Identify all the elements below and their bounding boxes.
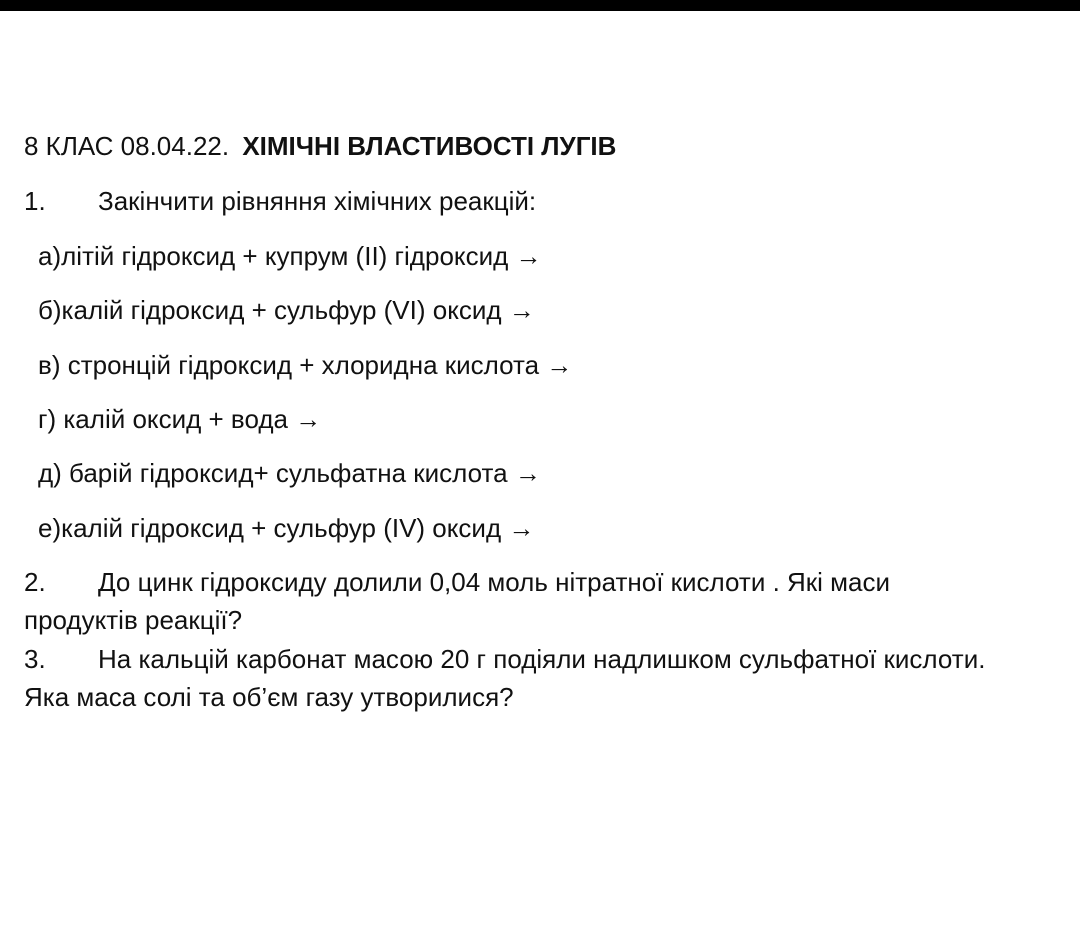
- task-2-line-2: продуктів реакції?: [24, 605, 243, 635]
- reaction-v: в) стронцій гідроксид + хлоридна кислота →: [38, 350, 573, 380]
- task-3-number: 3.: [24, 644, 46, 674]
- class-date: 8 КЛАС 08.04.22.: [24, 131, 230, 161]
- task-1-number: 1.: [24, 186, 46, 216]
- reaction-g: г) калій оксид + вода →: [38, 404, 322, 434]
- task-3: [24, 644, 985, 674]
- task-2: [24, 567, 890, 597]
- task-2-number: 2.: [24, 567, 46, 597]
- reaction-a: а)літій гідроксид + купрум (ІІ) гідроксид →: [38, 241, 542, 271]
- document-title: ХІМІЧНІ ВЛАСТИВОСТІ ЛУГІВ: [242, 131, 617, 161]
- reaction-e: е)калій гідроксид + сульфур (IV) оксид →: [38, 513, 535, 543]
- document-header: [24, 131, 616, 161]
- reaction-d: д) барій гідроксид+ сульфатна кислота →: [38, 458, 541, 488]
- top-border: [0, 0, 1080, 11]
- task-1: [24, 186, 536, 216]
- task-3-line-2: Яка маса солі та об’єм газу утворилися?: [24, 682, 514, 712]
- reaction-b: б)калій гідроксид + сульфур (VI) оксид →: [38, 295, 535, 325]
- task-2-line-1: До цинк гідроксиду долили 0,04 моль нітратної кислоти . Які маси: [98, 567, 891, 597]
- task-3-line-1: На кальцій карбонат масою 20 г подіяли надлишком сульфатної кислоти.: [98, 644, 986, 674]
- task-1-text: Закінчити рівняння хімічних реакцій:: [98, 186, 537, 216]
